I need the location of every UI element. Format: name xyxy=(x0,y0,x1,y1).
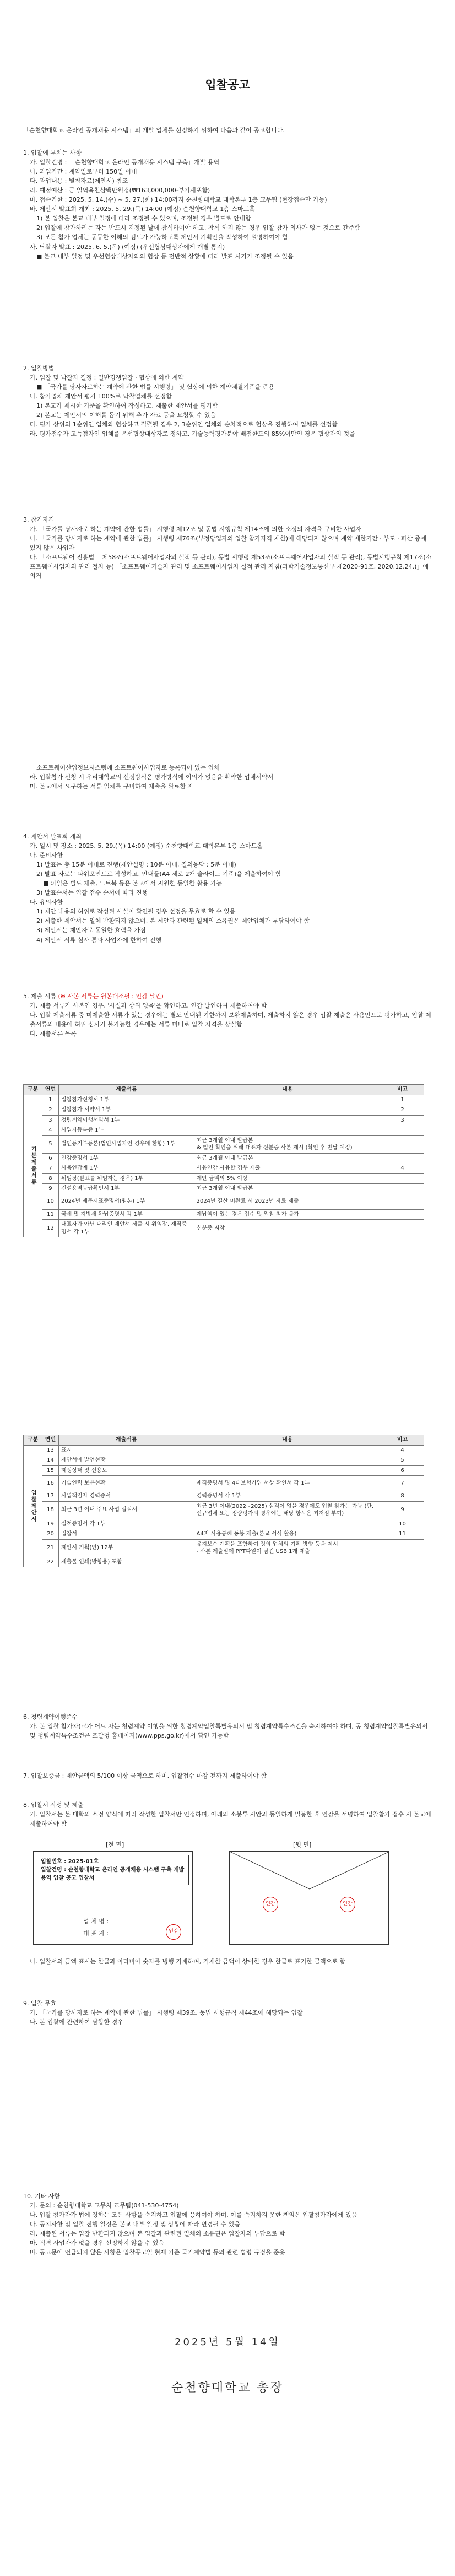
section-7 xyxy=(23,1771,432,1781)
seal-icon: 인감 xyxy=(166,1924,181,1940)
table-cell: 8 xyxy=(381,1491,424,1502)
table-header: 비고 xyxy=(381,1435,424,1446)
s3-tail: 소프트웨어산업정보시스템에 소프트웨어사업자로 등록되어 있는 업체 xyxy=(36,764,220,771)
table-cell: 제정상태 및 신용도 xyxy=(58,1465,194,1476)
table-row xyxy=(24,1105,424,1116)
table-cell: 제안 금액의 5% 이상 xyxy=(194,1173,381,1184)
table-cell xyxy=(381,1135,424,1153)
table-cell: 2 xyxy=(42,1105,58,1116)
s1-item: 마. 접수기한 : 2025. 5. 14.(수) ~ 5. 27.(화) 14:00까지 순천향대학교 대학본부 1층 교무팀 (현장접수만 가능) xyxy=(30,196,327,204)
section-10 xyxy=(23,2191,432,2257)
sample-line: 업 체 명 : xyxy=(83,1918,109,1925)
s6-head: 6. 청렴계약이행준수 xyxy=(23,1713,78,1720)
table-cell: 10 xyxy=(381,1519,424,1529)
table-cell: 8 xyxy=(42,1173,58,1184)
envelope-back xyxy=(229,1851,389,1945)
section-3-tail xyxy=(23,763,432,791)
table-group-cell: 기본제출서류 xyxy=(24,1095,42,1237)
s2-line: 1) 본교가 제시한 기준을 확인하여 작성하고, 제출한 제안서를 평가함 xyxy=(36,402,218,410)
table-cell: 7 xyxy=(381,1476,424,1491)
table-cell: 사업책임자 경력증서 xyxy=(58,1491,194,1502)
table-cell: 9 xyxy=(381,1501,424,1519)
s4-line: 3) 제안서는 제안자로 동일한 효력을 가짐 xyxy=(36,927,146,934)
sample-line: 대 표 자 : xyxy=(83,1930,109,1937)
table-cell: 입찰참가 서약서 1부 xyxy=(58,1105,194,1116)
table-row xyxy=(24,1220,424,1237)
table-row xyxy=(24,1465,424,1476)
table-cell: 제출물 인쇄(방향용) 포함 xyxy=(58,1557,194,1567)
table-cell xyxy=(194,1465,381,1476)
table-cell: 13 xyxy=(42,1445,58,1455)
table-cell: 법인등기부등본(법인사업자인 경우에 한함) 1부 xyxy=(58,1135,194,1153)
table-cell: 4 xyxy=(381,1445,424,1455)
table-header: 제출서류 xyxy=(58,1435,194,1446)
table-cell: 사업자등록증 1부 xyxy=(58,1125,194,1136)
table-row xyxy=(24,1184,424,1194)
table-cell: 입찰참가신청서 1부 xyxy=(58,1095,194,1105)
s1-bullet: ■ 본교 내부 일정 및 우선협상대상자와의 협상 등 전반적 상황에 따라 발표 시기가 조정될 수 있음 xyxy=(36,252,294,260)
table-row xyxy=(24,1519,424,1529)
s3-line: 나. 「국가를 당사자로 하는 계약에 관한 법률」 시행령 제76조(부정당업자의 입찰 참가자격 제한)에 해당되지 않으며 계약 제한기간 · 부도 · 파산 중에 있지 않은 사업자 xyxy=(30,535,427,552)
s1-item: 나. 과업기간 : 계약일로부터 150일 이내 xyxy=(30,168,137,176)
table-header: 연번 xyxy=(42,1085,58,1095)
table-cell: 유지보수 계획을 포함하여 정의 업체의 기획 방향 등을 제시 - 사본 제출일에 PPT파일이 담긴 USB 1개 제출 xyxy=(194,1539,381,1557)
table-row xyxy=(24,1491,424,1502)
table-cell xyxy=(381,1184,424,1194)
table-cell: 12 xyxy=(42,1220,58,1237)
section-3 xyxy=(23,515,432,581)
table-cell: 3 xyxy=(42,1115,58,1125)
table-cell: 최근 3개월 이내 발급본 ※ 법인 확인을 위해 대표자 신분증 사본 제시 (확인 후 반납 예정) xyxy=(194,1135,381,1153)
envelope-flap xyxy=(230,1852,388,1890)
table-row xyxy=(24,1135,424,1153)
back-label: [뒷 면] xyxy=(293,1841,312,1848)
table-cell xyxy=(381,1173,424,1184)
s10-line: 라. 제출된 서류는 입찰 반환되지 않으며 본 입찰과 관련된 일체의 소유권은 입찰자의 부담으로 함 xyxy=(30,2230,285,2238)
s4-head: 4. 제안서 발표회 개최 xyxy=(23,833,82,840)
table-cell: 5 xyxy=(42,1135,58,1153)
table-header: 구분 xyxy=(24,1085,42,1095)
table-cell: 기술인력 보유현황 xyxy=(58,1476,194,1491)
s1-item: 가. 입찰건명 : 「순천향대학교 온라인 공개채용 시스템 구축」개발 용역 xyxy=(30,159,220,166)
table-cell: 3 xyxy=(381,1115,424,1125)
table-cell: 4 xyxy=(42,1125,58,1136)
table-cell: 표지 xyxy=(58,1445,194,1455)
envelope-front-label xyxy=(37,1855,189,1885)
table-cell: 9 xyxy=(42,1184,58,1194)
table-cell: 10 xyxy=(42,1194,58,1209)
s5-line: 다. 제출서류 목록 xyxy=(30,1030,77,1038)
table-cell: 19 xyxy=(42,1519,58,1529)
table-cell xyxy=(381,1220,424,1237)
flap-lines-icon xyxy=(230,1852,389,1890)
s9-head: 9. 입찰 무효 xyxy=(23,2000,56,2007)
table-cell: 건설용역등급확인서 1부 xyxy=(58,1184,194,1194)
table-cell: 최근 3년 이내 주요 사업 실적서 xyxy=(58,1501,194,1519)
section-8 xyxy=(23,1800,432,1828)
table-cell: A4지 사용통해 동봉 제출(본교 서식 활용) xyxy=(194,1529,381,1540)
table-cell: 제납액이 있는 경우 접수 및 입찰 참가 불가 xyxy=(194,1209,381,1220)
s8-line2: 나. 입찰서의 금액 표시는 한글과 아라비아 숫자를 병행 기재하며, 기재한 금액이 상이한 경우 한글로 표기한 금액으로 함 xyxy=(30,1958,345,1965)
table-header: 내용 xyxy=(194,1085,381,1095)
s10-head: 10. 기타 사항 xyxy=(23,2193,60,2200)
table-row xyxy=(24,1501,424,1519)
sample-line: 입찰번호 : 2025-01호 xyxy=(41,1859,99,1865)
section-5 xyxy=(23,992,432,1038)
table-cell xyxy=(194,1095,381,1105)
s10-line: 나. 입찰 참가자가 법에 정하는 모든 사항을 숙지하고 입찰에 응하여야 하며, 이를 숙지하지 못한 책임은 입찰참가자에게 있음 xyxy=(30,2211,358,2219)
table-cell: 입찰서 xyxy=(58,1529,194,1540)
s4-line: 1) 발표는 총 15분 이내로 진행(제안설명 : 10분 이내, 질의응답 : 5분 이내) xyxy=(36,861,236,869)
table-cell: 14 xyxy=(42,1455,58,1466)
table-cell: 7 xyxy=(42,1163,58,1174)
table-cell: 최근 3개월 이내 발급본 xyxy=(194,1153,381,1163)
s4-line: 가. 일시 및 장소 : 2025. 5. 29.(목) 14:00 (예정) 순천향대학교 대학본부 1층 스마트홀 xyxy=(30,842,263,850)
section-9 xyxy=(23,1999,432,2027)
s5-head xyxy=(23,992,432,1001)
section-2 xyxy=(23,364,432,439)
s4-line: 나. 준비사항 xyxy=(30,852,63,859)
table-cell: 청렴계약이행서약서 1부 xyxy=(58,1115,194,1125)
table-cell xyxy=(381,1125,424,1136)
section-8-tail xyxy=(23,1957,432,1966)
table-cell xyxy=(381,1194,424,1209)
s10-line: 바. 공고문에 언급되지 않은 사항은 입찰공고일 현재 기준 국가계약법 등의 관련 법령 규정을 준용 xyxy=(30,2249,285,2256)
s4-line: 1) 제안 내용의 허위로 작성된 사실이 확인될 경우 선정을 무효로 할 수 있음 xyxy=(36,908,236,916)
s2-line: 다. 평가 상위의 1순위인 업체와 협상하고 결렬될 경우 2, 3순위인 업체와 순차적으로 협상을 진행하여 업체를 선정함 xyxy=(30,421,338,429)
table-cell: 2024년 결산 미완료 시 2023년 자료 제출 xyxy=(194,1194,381,1209)
s4-line: 다. 유의사항 xyxy=(30,899,63,906)
table-cell: 1 xyxy=(381,1095,424,1105)
submission-table-2-wrap xyxy=(23,1435,432,1567)
table-cell: 최근 3개월 이내 발급본 xyxy=(194,1184,381,1194)
table-row xyxy=(24,1095,424,1105)
section-1 xyxy=(23,126,432,261)
s2-line: 라. 평가점수가 고득점자인 업체를 우선협상대상자로 정하고, 기술능력평가분야 배점한도의 85%이만인 경우 협상자의 것을 xyxy=(30,430,355,438)
s2-line: 2) 본교는 제안서의 이해를 돕기 위해 추가 자료 등을 요청할 수 있음 xyxy=(36,412,216,419)
table-cell: 11 xyxy=(381,1529,424,1540)
section-6 xyxy=(23,1712,432,1740)
s3-tail: 라. 입찰참가 신청 시 우리대학교의 선정방식은 평가방식에 이의가 없음을 확약한 업체서약서 xyxy=(30,773,274,781)
table-cell: 인감증명서 1부 xyxy=(58,1153,194,1163)
table-cell xyxy=(381,1209,424,1220)
table-cell: 5 xyxy=(381,1455,424,1466)
table-row xyxy=(24,1539,424,1557)
table-cell: 사용인감계 1부 xyxy=(58,1163,194,1174)
table-row xyxy=(24,1194,424,1209)
s4-line: 2) 발표 자료는 파워포인트로 작성하고, 안내물(A4 세로 2개 슬라이드 기준)을 제출하여야 함 xyxy=(36,870,281,878)
table-cell: 22 xyxy=(42,1557,58,1567)
table-cell: 17 xyxy=(42,1491,58,1502)
submission-table-1 xyxy=(23,1084,424,1237)
table-cell: 11 xyxy=(42,1209,58,1220)
s1-note: 2) 입찰에 참가하려는 자는 반드시 지정된 날에 참석하여야 하고, 참석 하지 않는 경우 입찰 참가 의사가 없는 것으로 간주함 xyxy=(36,224,360,232)
table-cell: 4 xyxy=(381,1163,424,1174)
s2-line: 가. 입찰 및 낙찰자 결정 : 일반경쟁입찰 · 협상에 의한 계약 xyxy=(30,374,184,382)
table-cell: 위임장(발표를 위임하는 경우) 1부 xyxy=(58,1173,194,1184)
s5-head-label: 5. 제출 서류 xyxy=(23,993,56,1000)
seal-icon: 인감 xyxy=(340,1897,355,1912)
s1-item: 바. 제안서 발표회 개최 : 2025. 5. 29.(목) 14:00 (예정) 순천향대학교 1층 스마트홀 xyxy=(30,205,255,213)
table-cell: 20 xyxy=(42,1529,58,1540)
table-cell: 최근 3년 이내(2022~2025) 실적이 없을 경우에도 입찰 참가는 가능 (단, 신규업체 또는 정량평가의 경우에는 해당 항목은 최저점 부여) xyxy=(194,1501,381,1519)
s8-line: 가. 입찰서는 본 대학의 소정 양식에 따라 작성한 입찰서만 인정하며, 아래의 소봉투 시안과 동일하게 밀봉한 후 인감을 서명하여 입찰참가 접수 시 본교에 제출하여야 함 xyxy=(30,1811,431,1828)
s6-line: 가. 본 입찰 참가자(교가 어느 자는 청렴계약 이행을 위한 청렴계약입찰특별유의서 및 청렴계약특수조건을 숙지하여야 하며, 동 청렴계약입찰특별유의서 및 청렴계약특수조건은 조달청 홈페이지(www.pps.go.kr)에서 확인 가능함 xyxy=(30,1723,428,1740)
s7-head: 7. 입찰보증금 : 제안금액의 5/100 이상 금액으로 하며, 입찰접수 마감 전까지 제출하여야 함 xyxy=(23,1772,267,1779)
seal-icon: 인감 xyxy=(263,1897,278,1912)
s1-item: 라. 예정예산 : 금 일억육천삼백만원정(₩163,000,000-부가세포함) xyxy=(30,187,210,194)
table-cell xyxy=(194,1105,381,1116)
table-cell: 16 xyxy=(42,1476,58,1491)
s2-line: 나. 참가업체 제안서 평가 100%로 낙찰업체를 선정함 xyxy=(30,393,172,401)
s4-line: 4) 제안서 서류 심사 통과 사업자에 한하여 진행 xyxy=(36,936,162,944)
footer-org: 순천향대학교 총장 xyxy=(171,2381,284,2395)
table-cell xyxy=(194,1519,381,1529)
s4-line: 3) 발표순서는 입찰 접수 순서에 따라 진행 xyxy=(36,889,148,897)
table-cell xyxy=(194,1557,381,1567)
s9-line: 가. 「국가를 당사자로 하는 계약에 관한 법률」 시행령 제39조, 동법 시행규칙 제44조에 해당되는 입찰 xyxy=(30,2009,303,2017)
table-row xyxy=(24,1476,424,1491)
table-cell: 국세 및 지방세 완납증명서 각 1부 xyxy=(58,1209,194,1220)
table-cell: 1 xyxy=(42,1095,58,1105)
table-cell: 경력증명서 각 1부 xyxy=(194,1491,381,1502)
submission-table-1-wrap xyxy=(23,1084,432,1237)
table-cell: 실적증명서 각 1부 xyxy=(58,1519,194,1529)
front-label: [전 면] xyxy=(106,1841,124,1848)
s1-item: 사. 낙찰자 발표 : 2025. 6. 5.(목) (예정) (우선협상대상자에게 개별 통지) xyxy=(30,243,225,251)
table-cell: 15 xyxy=(42,1465,58,1476)
table-cell: 6 xyxy=(381,1465,424,1476)
sample-line: 입찰건명 : 순천향대학교 온라인 공개채용 시스템 구축 개발 용역 입찰 공고 입찰서 xyxy=(41,1867,185,1881)
s3-line: 다. 「소프트웨어 진흥법」 제58조(소프트웨어사업자의 실적 등 관리), 동법 시행령 제53조(소프트웨어사업자의 실적 등 관리), 동법시행규칙 제17조(소프트웨어사업자의 관리 절차 등) 「소프트웨어기술자 관리 및 소프트웨어사업자 실적 관리 지침(과학기술정보통신부 제2020-91호, 2020.12.24.)」에 의거 xyxy=(30,554,432,580)
table-cell: 사용인감 사용할 경우 제출 xyxy=(194,1163,381,1174)
table-cell xyxy=(381,1557,424,1567)
table-header: 비고 xyxy=(381,1085,424,1095)
table-cell: 재직증명서 및 4대보험가입 서상 확인서 각 1부 xyxy=(194,1476,381,1491)
s5-line: 가. 제출 서류가 사본인 경우, '사실과 상위 없음'을 확인하고, 인감 날인하여 제출하여야 함 xyxy=(30,1002,267,1010)
table-row xyxy=(24,1115,424,1125)
submission-table-2 xyxy=(23,1435,424,1567)
s8-head: 8. 입찰서 작성 및 제출 xyxy=(23,1801,84,1809)
table-header: 연번 xyxy=(42,1435,58,1446)
s3-head: 3. 참가자격 xyxy=(23,516,55,523)
s9-line: 나. 본 입찰에 관련하여 담합한 경우 xyxy=(30,2018,123,2026)
envelope-samples xyxy=(23,1840,432,1953)
table-row xyxy=(24,1163,424,1174)
section-4 xyxy=(23,832,432,945)
table-header: 제출서류 xyxy=(58,1085,194,1095)
s5-line: 나. 입찰 제출서류 중 미제출한 서류가 있는 경우에는 별도 안내된 기한까지 보완제출하며, 제출하지 않은 경우 입찰 제출은 사용안으로 평가하고, 입찰 제출서류의 내용에 허위 심사가 불가능한 경우에는 서류 미비로 입찰 자격을 상실함 xyxy=(30,1011,431,1029)
s4-line: ■ 파일은 별도 제출, 노트북 등은 본교에서 지원한 동일한 활용 가능 xyxy=(43,880,223,887)
s10-line: 다. 공지사항 및 입찰 진행 일정은 본교 내부 일정 및 상황에 따라 변경될 수 있음 xyxy=(30,2221,240,2228)
footer-date: 2025년 5월 14일 xyxy=(175,2336,280,2348)
table-cell xyxy=(381,1153,424,1163)
table-group-cell: 입찰제안서 xyxy=(24,1445,42,1567)
table-row xyxy=(24,1173,424,1184)
table-cell: 2024년 재무제표증명서(원본) 1부 xyxy=(58,1194,194,1209)
table-cell xyxy=(194,1455,381,1466)
s1-head: 1. 입찰에 부치는 사항 xyxy=(23,149,82,157)
s10-line: 마. 적격 사업자가 없을 경우 선정하지 않을 수 있음 xyxy=(30,2239,164,2247)
s3-line: 가. 「국가를 당사자로 하는 계약에 관한 법률」 시행령 제12조 및 동법 시행규칙 제14조에 의한 소정의 자격을 구비한 사업자 xyxy=(30,526,361,533)
table-cell xyxy=(194,1445,381,1455)
table-cell: 21 xyxy=(42,1539,58,1557)
table-cell: 대표자가 아닌 대리인 제안서 제출 시 위임장, 재직증명서 각 1부 xyxy=(58,1220,194,1237)
table-cell xyxy=(194,1125,381,1136)
s10-line: 가. 문의 : 순천향대학교 교무처 교무팀(041-530-4754) xyxy=(30,2202,179,2210)
s3-tail: 마. 본교에서 요구하는 서류 일체를 구비하여 제출을 완료한 자 xyxy=(30,783,194,791)
page-title: 입찰공고 xyxy=(205,78,250,91)
table-cell xyxy=(194,1115,381,1125)
table-header: 구분 xyxy=(24,1435,42,1446)
table-row xyxy=(24,1529,424,1540)
table-row xyxy=(24,1153,424,1163)
envelope-front xyxy=(33,1851,193,1945)
table-cell: 제안서 기획(안) 12부 xyxy=(58,1539,194,1557)
table-row xyxy=(24,1557,424,1567)
table-header: 내용 xyxy=(194,1435,381,1446)
table-row xyxy=(24,1445,424,1455)
intro-text: 「순천향대학교 온라인 공개채용 시스템」의 개발 업체를 선정하기 위하여 다음과 같이 공고합니다. xyxy=(23,127,285,134)
s1-item: 다. 과업내용 : 별첨자료(제안서) 참조 xyxy=(30,177,128,185)
table-row xyxy=(24,1209,424,1220)
table-cell: 제안서에 발언현황 xyxy=(58,1455,194,1466)
table-row xyxy=(24,1455,424,1466)
s2-head: 2. 입찰방법 xyxy=(23,365,55,372)
s2-line: ■ 「국가를 당사자로하는 계약에 관한 법률 시행령」 및 협상에 의한 계약체결기준을 준용 xyxy=(36,383,275,391)
table-cell: 6 xyxy=(42,1153,58,1163)
table-cell: 18 xyxy=(42,1501,58,1519)
s5-head-note: (※ 사본 서류는 원본대조필 : 인감 날인) xyxy=(58,993,164,1000)
s1-note: 1) 본 입찰은 본교 내부 일정에 따라 조정될 수 있으며, 조정될 경우 별도로 안내함 xyxy=(36,215,251,223)
s4-line: 2) 제출한 제안서는 일체 반환되지 않으며, 본 제안과 관련된 일체의 소유권은 제안업체가 부담하여야 함 xyxy=(36,917,310,925)
table-row xyxy=(24,1125,424,1136)
table-cell: 신분증 지참 xyxy=(194,1220,381,1237)
s1-note: 3) 모든 참가 업체는 동등한 이해의 검토가 가능하도록 제안서 기획안을 작성하여 설명하여야 함 xyxy=(36,234,289,241)
table-cell: 2 xyxy=(381,1105,424,1116)
table-cell xyxy=(381,1539,424,1557)
